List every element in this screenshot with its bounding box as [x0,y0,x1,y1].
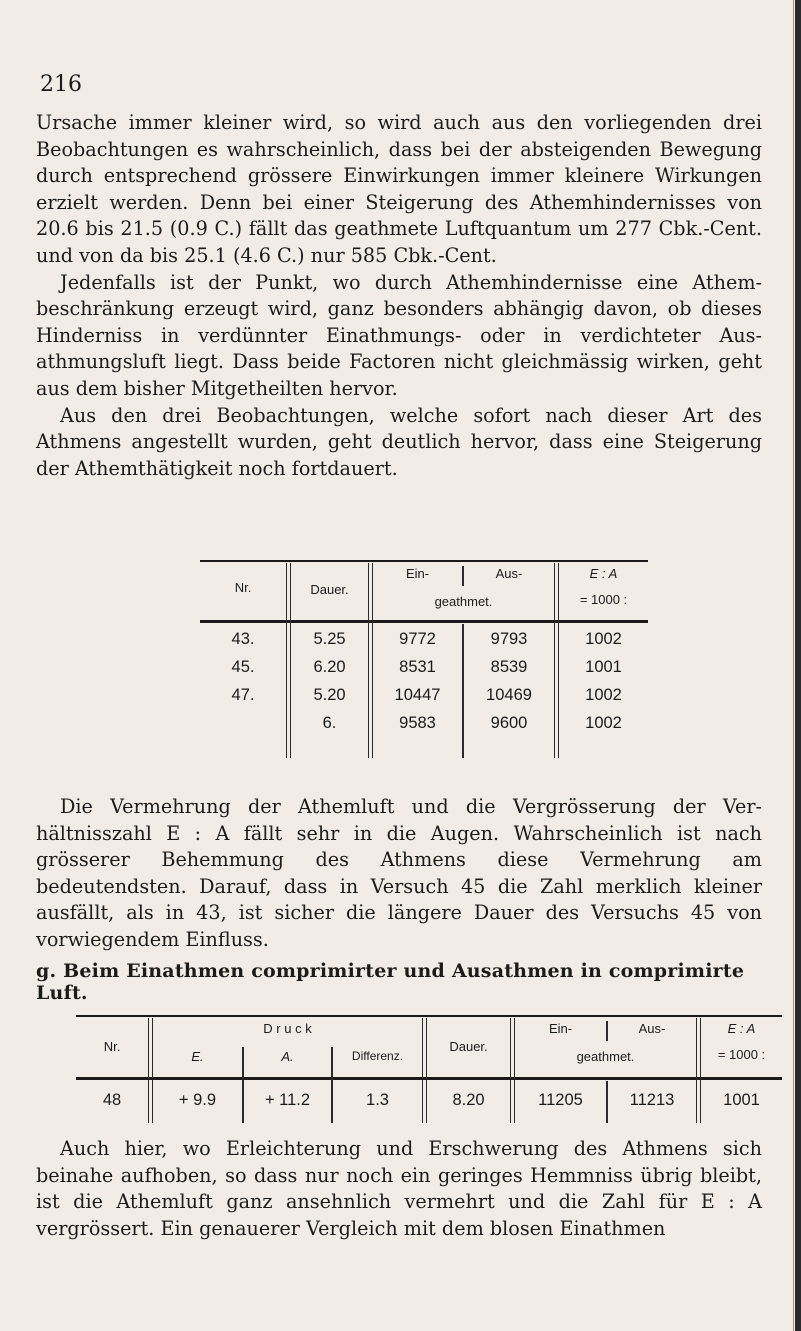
cell-ein: 11205 [538,1091,583,1109]
table-2-header-rule [76,1077,782,1080]
table-1-header-rule [200,620,648,623]
header-ratio-sub: = 1000 : [579,592,628,607]
header-a: A. [281,1049,294,1064]
cell-a: + 11.2 [264,1091,311,1109]
header-ein: Ein- [548,1021,573,1036]
header-e: E. [191,1049,204,1064]
cell-nr: 45. [231,658,255,676]
header-druck: D r u c k [263,1021,312,1036]
cell-dauer: 6. [322,714,337,732]
body-text-top [36,110,762,482]
table-2 [76,1015,782,1127]
header-aus: Aus- [638,1021,666,1036]
cell-differenz: 1.3 [366,1091,389,1109]
table-1-top-rule [200,560,648,562]
paragraph-3: Aus den drei Beobachtungen, welche sofort nach dieser Art des Athmens angestellt wurden, geht deutlich hervor, dass eine Steigerung der Athemthätigkeit noch fortdauert. [36,403,762,480]
cell-ratio: 1002 [585,630,622,648]
header-dauer: Dauer. [449,1039,488,1054]
cell-dauer: 6.20 [313,658,346,676]
page-edge-line [793,0,794,1331]
header-aus: Aus- [495,566,523,581]
cell-ein: 9583 [399,714,436,732]
header-ratio: E : A [589,566,618,581]
cell-ratio: 1002 [585,714,622,732]
cell-ein: 9772 [399,630,436,648]
cell-dauer: 5.25 [313,630,346,648]
header-ratio-sub: = 1000 : [717,1047,766,1062]
body-text-middle [36,794,762,954]
cell-e: + 9.9 [178,1091,217,1109]
cell-dauer: 8.20 [452,1091,485,1109]
cell-aus: 9600 [490,714,528,732]
header-dauer: Dauer. [310,582,349,597]
cell-dauer: 5.20 [313,686,346,704]
header-nr: Nr. [234,580,252,595]
header-differenz: Differenz. [351,1049,404,1063]
paragraph-1: Ursache immer kleiner wird, so wird auch aus den vorliegenden drei Beobachtungen es wahrscheinlich, dass bei der absteigenden Bewegung durch entsprechend grössere Einwirkungen immer kleinere Wirkungen erzielt werden. Denn bei einer Steigerung des Athemhindernisses von 20.6 bis 21.5 (0.9 C.) fällt das geathmete Luftquantum um 277 Cbk.-Cent. und von da bis 25.1 (4.6 C.) nur 585 Cbk.-Cent. [36,111,762,267]
cell-aus: 10469 [486,686,532,704]
page-number: 216 [40,72,82,97]
header-geathmet: geathmet. [576,1049,635,1064]
header-nr: Nr. [103,1039,121,1054]
cell-nr: 47. [231,686,255,704]
cell-ratio: 1001 [723,1091,760,1109]
paragraph-2: Jedenfalls ist der Punkt, wo durch Athemhindernisse eine Athem-beschränkung erzeugt wird, ganz besonders abhängig davon, ob dieses Hinderniss in verdünnter Einathmungs- oder in verdichteter Aus-athmungsluft liegt. Dass beide Factoren nicht gleichmässig wirken, geht aus dem bisher Mitgetheilten hervor. [36,270,762,400]
cell-nr: 48 [102,1091,122,1109]
cell-ein: 8531 [399,658,436,676]
paragraph-5: Auch hier, wo Erleichterung und Erschwerung des Athmens sich beinahe aufhoben, so dass nur noch ein geringes Hemmniss übrig bleibt, ist die Athemluft ganz ansehnlich vermehrt und die Zahl für E : A vergrössert. Ein genauerer Vergleich mit dem blosen Einathmen [36,1137,762,1240]
cell-nr: 43. [231,630,255,648]
cell-ratio: 1002 [585,686,622,704]
cell-aus: 11213 [629,1091,675,1109]
cell-ratio: 1001 [585,658,622,676]
table-1 [200,560,648,762]
cell-ein: 10447 [394,686,441,704]
paragraph-4: Die Vermehrung der Athemluft und die Vergrösserung der Ver-hältnisszahl E : A fällt sehr in die Augen. Wahrscheinlich ist nach grösserer Behemmung des Athmens diese Vermehrung am bedeutendsten. Darauf, dass in Versuch 45 die Zahl merklich kleiner ausfällt, als in 43, ist sicher die längere Dauer des Versuchs 45 von vorwiegendem Einfluss. [36,795,762,951]
body-text-bottom [36,1136,762,1242]
table-2-top-rule [76,1015,782,1017]
page-edge [795,0,801,1331]
header-ratio: E : A [727,1021,756,1036]
cell-aus: 9793 [490,630,528,648]
header-ein: Ein- [405,566,430,581]
section-heading-g: g. Beim Einathmen comprimirter und Ausathmen in comprimirte Luft. [36,960,745,1004]
cell-aus: 8539 [490,658,528,676]
header-geathmet: geathmet. [434,594,493,609]
